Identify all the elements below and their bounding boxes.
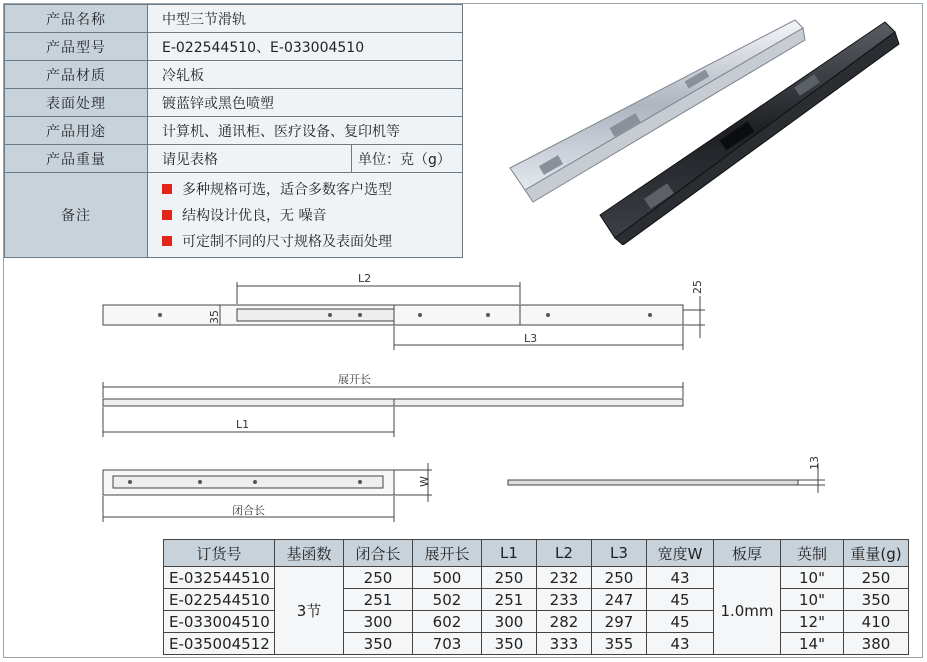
red-square-icon: [162, 236, 172, 246]
note-text: 结构设计优良，无 噪音: [182, 208, 327, 224]
closed-cell: 251: [344, 589, 413, 611]
inch-cell: 10": [781, 589, 844, 611]
l2-cell: 232: [537, 567, 592, 589]
spec-row: [5, 61, 463, 89]
dim-extended: 展开长: [338, 373, 371, 386]
spec-label: 产品用途: [5, 117, 148, 145]
spec-row: [5, 89, 463, 117]
ext-cell: 500: [413, 567, 482, 589]
col-header: L2: [537, 540, 592, 567]
product-photo: [505, 10, 915, 245]
note-item: [162, 176, 462, 202]
order-header-row: [164, 540, 909, 567]
weight-cell: 350: [844, 589, 909, 611]
spec-row: [5, 33, 463, 61]
note-item: [162, 228, 462, 254]
notes-label: 备注: [5, 173, 148, 258]
order-code: E-022544510: [164, 589, 275, 611]
slide-side-view: [103, 399, 683, 406]
dim-25: 25: [691, 280, 704, 294]
spec-value: 请见表格: [148, 145, 352, 173]
note-text: 可定制不同的尺寸规格及表面处理: [182, 234, 392, 250]
spec-table: [4, 4, 463, 258]
l2-cell: 233: [537, 589, 592, 611]
spec-label: 产品名称: [5, 5, 148, 33]
l3-cell: 297: [592, 611, 647, 633]
weight-cell: 250: [844, 567, 909, 589]
spec-unit: 单位：克（g）: [352, 145, 463, 173]
l1-cell: 300: [482, 611, 537, 633]
col-header: L1: [482, 540, 537, 567]
dim-13: 13: [808, 456, 821, 470]
col-header: 板厚: [714, 540, 781, 567]
red-square-icon: [162, 184, 172, 194]
closed-cell: 300: [344, 611, 413, 633]
w-cell: 43: [647, 567, 714, 589]
spec-value: 计算机、通讯柜、医疗设备、复印机等: [148, 117, 463, 145]
spec-row-notes: [5, 173, 463, 258]
w-cell: 43: [647, 633, 714, 655]
dim-l2: L2: [358, 272, 372, 285]
col-header: 英制: [781, 540, 844, 567]
weight-cell: 380: [844, 633, 909, 655]
l1-cell: 350: [482, 633, 537, 655]
dim-l3: L3: [524, 332, 538, 345]
l1-cell: 250: [482, 567, 537, 589]
l3-cell: 355: [592, 633, 647, 655]
notes-cell: [148, 173, 463, 258]
col-header: 展开长: [413, 540, 482, 567]
ext-cell: 703: [413, 633, 482, 655]
l3-cell: 247: [592, 589, 647, 611]
note-text: 多种规格可选，适合多数客户选型: [182, 182, 392, 198]
dim-closed: 闭合长: [232, 504, 265, 517]
col-header: 闭合长: [344, 540, 413, 567]
dim-w: W: [418, 476, 431, 487]
ext-cell: 502: [413, 589, 482, 611]
spec-value: E-022544510、E-033004510: [148, 33, 463, 61]
ext-cell: 602: [413, 611, 482, 633]
closed-cell: 250: [344, 567, 413, 589]
w-cell: 45: [647, 589, 714, 611]
base-cell: 3节: [275, 567, 344, 655]
l2-cell: 333: [537, 633, 592, 655]
spec-value: 冷轧板: [148, 61, 463, 89]
dim-l1: L1: [236, 418, 250, 431]
slide-profile-view: [508, 480, 798, 485]
w-cell: 45: [647, 611, 714, 633]
spec-value: 中型三节滑轨: [148, 5, 463, 33]
col-header: 订货号: [164, 540, 275, 567]
table-row: [164, 567, 909, 589]
spec-row: [5, 117, 463, 145]
order-code: E-033004510: [164, 611, 275, 633]
col-header: 基函数: [275, 540, 344, 567]
inch-cell: 10": [781, 567, 844, 589]
order-code: E-035004512: [164, 633, 275, 655]
note-item: [162, 202, 462, 228]
weight-cell: 410: [844, 611, 909, 633]
col-header: 宽度W: [647, 540, 714, 567]
spec-row: [5, 5, 463, 33]
order-code: E-032544510: [164, 567, 275, 589]
spec-label: 表面处理: [5, 89, 148, 117]
spec-label: 产品材质: [5, 61, 148, 89]
col-header: 重量(g): [844, 540, 909, 567]
col-header: L3: [592, 540, 647, 567]
l1-cell: 251: [482, 589, 537, 611]
inch-cell: 12": [781, 611, 844, 633]
dim-35: 35: [208, 310, 221, 324]
spec-label: 产品型号: [5, 33, 148, 61]
red-square-icon: [162, 210, 172, 220]
closed-cell: 350: [344, 633, 413, 655]
thickness-cell: 1.0mm: [714, 567, 781, 655]
spec-value: 镀蓝锌或黑色喷塑: [148, 89, 463, 117]
technical-drawing: [0, 258, 927, 528]
l3-cell: 250: [592, 567, 647, 589]
l2-cell: 282: [537, 611, 592, 633]
spec-row: [5, 145, 463, 173]
order-table: [163, 539, 909, 655]
inch-cell: 14": [781, 633, 844, 655]
spec-label: 产品重量: [5, 145, 148, 173]
